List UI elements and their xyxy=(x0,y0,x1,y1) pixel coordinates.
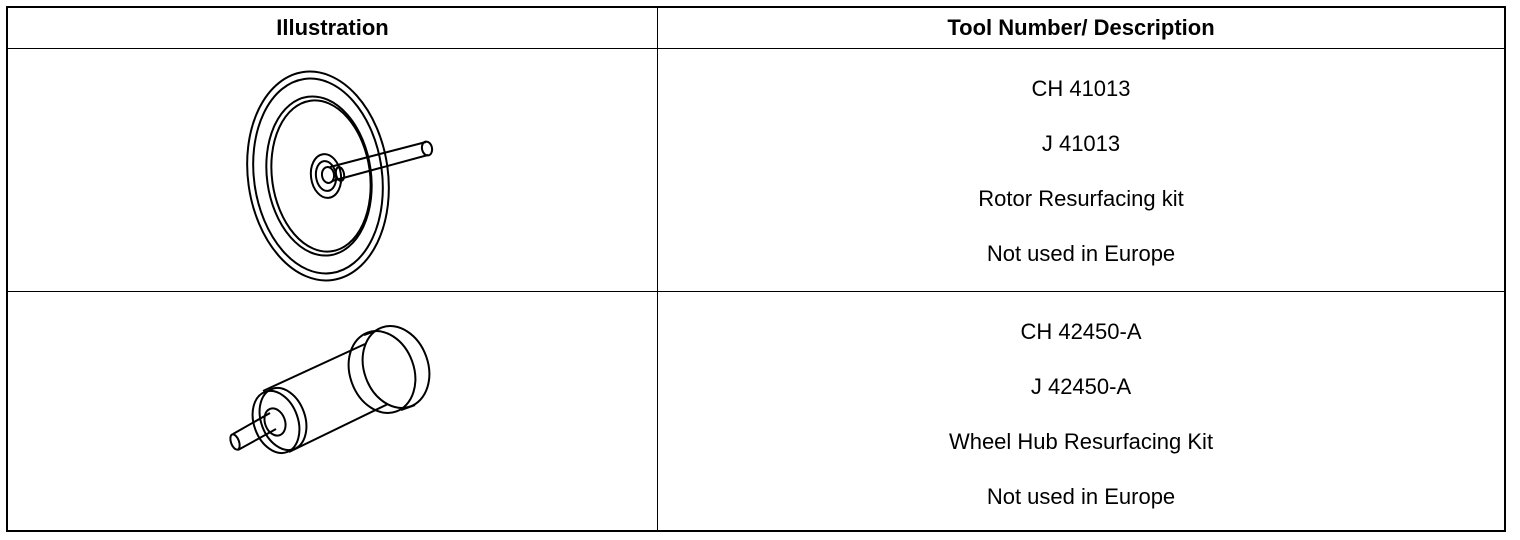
tool-note: Not used in Europe xyxy=(986,484,1176,509)
tool-description: Wheel Hub Resurfacing Kit xyxy=(948,429,1214,454)
header-illustration: Illustration xyxy=(276,15,389,40)
table-row-illustration xyxy=(8,49,657,291)
tool-number-j: J 41013 xyxy=(1041,131,1121,156)
tool-number-ch: CH 42450-A xyxy=(1020,319,1142,344)
tool-note: Not used in Europe xyxy=(986,241,1176,266)
tool-number-ch: CH 41013 xyxy=(1031,76,1131,101)
tool-table xyxy=(6,6,1506,532)
table-row-illustration xyxy=(8,292,657,530)
table-row-description xyxy=(658,304,1504,524)
wheel-hub-resurfacing-kit-icon xyxy=(8,292,657,530)
tool-description: Rotor Resurfacing kit xyxy=(978,186,1184,211)
tool-number-j: J 42450-A xyxy=(1030,374,1132,399)
table-row-description xyxy=(658,61,1504,281)
rotor-resurfacing-kit-icon xyxy=(8,49,657,291)
header-tool-description: Tool Number/ Description xyxy=(947,15,1215,40)
